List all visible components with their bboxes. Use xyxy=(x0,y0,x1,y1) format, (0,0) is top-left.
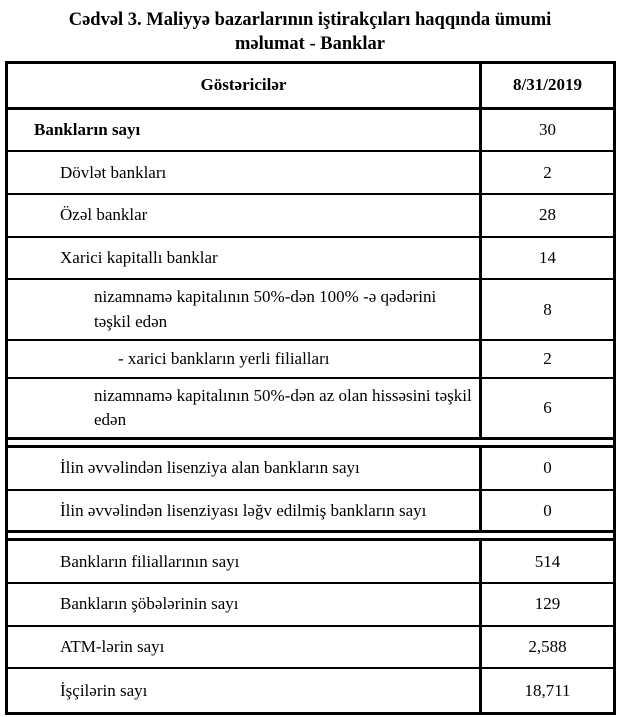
table-row xyxy=(8,379,613,440)
row-label: nizamnamə kapitalının 50%-dən az olan hissəsini təşkil edən xyxy=(8,379,482,437)
table-row xyxy=(8,152,613,195)
table-row xyxy=(8,341,613,380)
row-value: 2,588 xyxy=(528,637,567,656)
table-row xyxy=(8,195,613,238)
table-row xyxy=(8,448,613,491)
row-label: İşçilərin sayı xyxy=(8,669,482,712)
caption-line-2: məlumat - Banklar xyxy=(234,34,386,55)
row-value: 18,711 xyxy=(524,680,571,700)
table-row xyxy=(8,280,613,341)
column-header-date: 8/31/2019 xyxy=(513,75,582,95)
row-value: 8 xyxy=(543,299,552,319)
row-value: 14 xyxy=(539,247,556,267)
row-value: 28 xyxy=(539,205,556,225)
row-label: Özəl banklar xyxy=(8,195,482,236)
table-row xyxy=(8,110,613,153)
row-label: İlin əvvəlindən lisenziya alan bankların sayı xyxy=(8,448,482,489)
row-value: 514 xyxy=(534,551,561,571)
row-value: 2 xyxy=(543,349,552,369)
row-label: - xarici bankların yerli filialları xyxy=(8,341,482,378)
table-row xyxy=(8,491,613,534)
table-row xyxy=(8,669,613,712)
row-label: İlin əvvəlindən lisenziyası ləğv edilmiş bankların sayı xyxy=(8,491,482,531)
column-header-indicators: Göstəricilər xyxy=(8,64,482,107)
banks-data-table xyxy=(5,61,616,715)
section-separator xyxy=(8,533,613,541)
row-label: Xarici kapitallı banklar xyxy=(8,238,482,279)
section-separator xyxy=(8,440,613,448)
table-row xyxy=(8,627,613,670)
row-label: Bankların filiallarının sayı xyxy=(8,541,482,582)
row-label: Bankların şöbələrinin sayı xyxy=(8,584,482,625)
row-value: 30 xyxy=(539,119,556,139)
row-label: nizamnamə kapitalının 50%-dən 100% -ə qədərini təşkil edən xyxy=(8,280,482,339)
row-value: 129 xyxy=(534,594,561,614)
row-value: 6 xyxy=(543,398,552,418)
table-header-row xyxy=(8,64,613,110)
row-value: 0 xyxy=(543,500,552,520)
table-row xyxy=(8,584,613,627)
row-label: Bankların sayı xyxy=(8,110,482,151)
row-value: 0 xyxy=(543,458,552,478)
row-value: 2 xyxy=(543,162,552,182)
row-label: Dövlət bankları xyxy=(8,152,482,193)
table-row xyxy=(8,238,613,281)
caption-line-1: Cədvəl 3. Maliyyə bazarlarının iştirakçıları haqqında ümumi xyxy=(68,10,552,30)
table-row xyxy=(8,541,613,584)
table-caption xyxy=(0,0,620,61)
row-label: ATM-lərin sayı xyxy=(8,627,482,668)
